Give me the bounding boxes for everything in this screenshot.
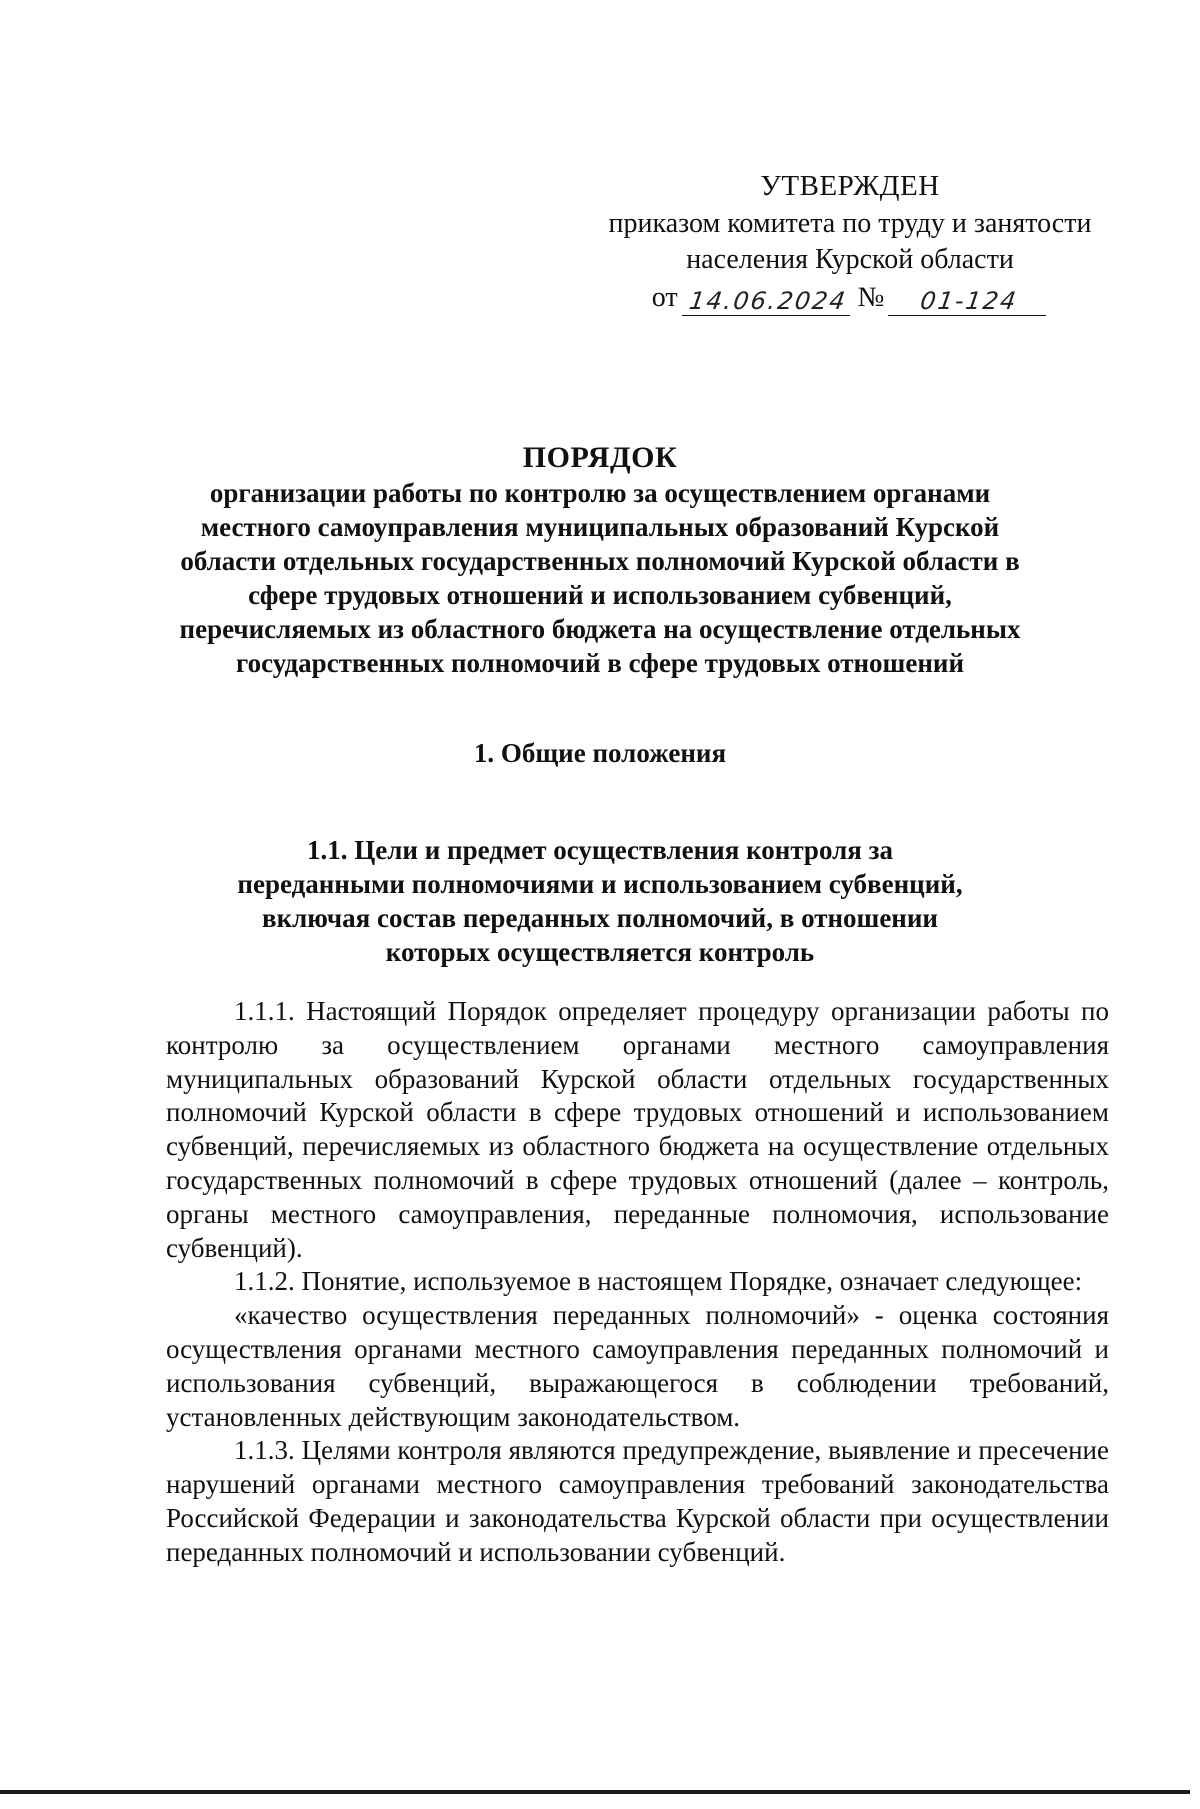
paragraph-1-1-1: 1.1.1. Настоящий Порядок определяет процедуру организации работы по контролю за осуществлением органами местного самоуправления муниципальных образований Курской области отдельных государственных полномочий Курской области в сфере трудовых отношений и использованием субвенций, перечисляемых из областного бюджета на осуществление отдельных государственных полномочий в сфере трудовых отношений (далее – контроль, органы местного самоуправления, переданные полномочия, использование субвенций). bbox=[166, 996, 1109, 1263]
section-1-heading: 1. Общие положения bbox=[473, 738, 727, 768]
approval-block bbox=[600, 168, 1100, 316]
approval-title: УТВЕРЖДЕН bbox=[760, 170, 940, 202]
approval-line-2: населения Курской области bbox=[686, 244, 1014, 275]
body-text bbox=[166, 995, 1109, 1570]
paragraph-definition: «качество осуществления переданных полномочий» - оценка состояния осуществления органами местного самоуправления переданных полномочий и использования субвенций, выражающегося в соблюдении требований, установленных действующим законодательством. bbox=[166, 1300, 1109, 1432]
subsection-1-1-heading: 1.1. Цели и предмет осуществления контроля за переданными полномочиями и использованием субвенций, включая состав переданных полномочий, в отношении которых осуществляется контроль bbox=[237, 835, 963, 967]
paragraph-1-1-2: 1.1.2. Понятие, используемое в настоящем Порядке, означает следующее: bbox=[234, 1266, 1083, 1297]
order-reference bbox=[600, 280, 1100, 316]
scan-edge-line bbox=[0, 1790, 1190, 1794]
document-title-block bbox=[160, 440, 1040, 680]
order-date-handwritten: 14.06.2024 bbox=[682, 287, 854, 316]
date-prefix: от bbox=[651, 282, 678, 313]
order-number-handwritten: 01-124 bbox=[888, 287, 1050, 316]
number-prefix: № bbox=[857, 282, 885, 313]
document-title: ПОРЯДОК bbox=[522, 441, 678, 474]
approval-line-1: приказом комитета по труду и занятости bbox=[608, 208, 1092, 239]
paragraph-1-1-3: 1.1.3. Целями контроля являются предупреждение, выявление и пресечение нарушений органами местного самоуправления требований законодательства Российской Федерации и законодательства Курской области при осуществлении переданных полномочий и использовании субвенций. bbox=[166, 1435, 1109, 1567]
document-subtitle: организации работы по контролю за осуществлением органами местного самоуправления муниципальных образований Курской области отдельных государственных полномочий Курской области в сфере трудовых отношений и использованием субвенций, перечисляемых из областного бюджета на осуществление отдельных государственных полномочий в сфере трудовых отношений bbox=[179, 478, 1021, 678]
